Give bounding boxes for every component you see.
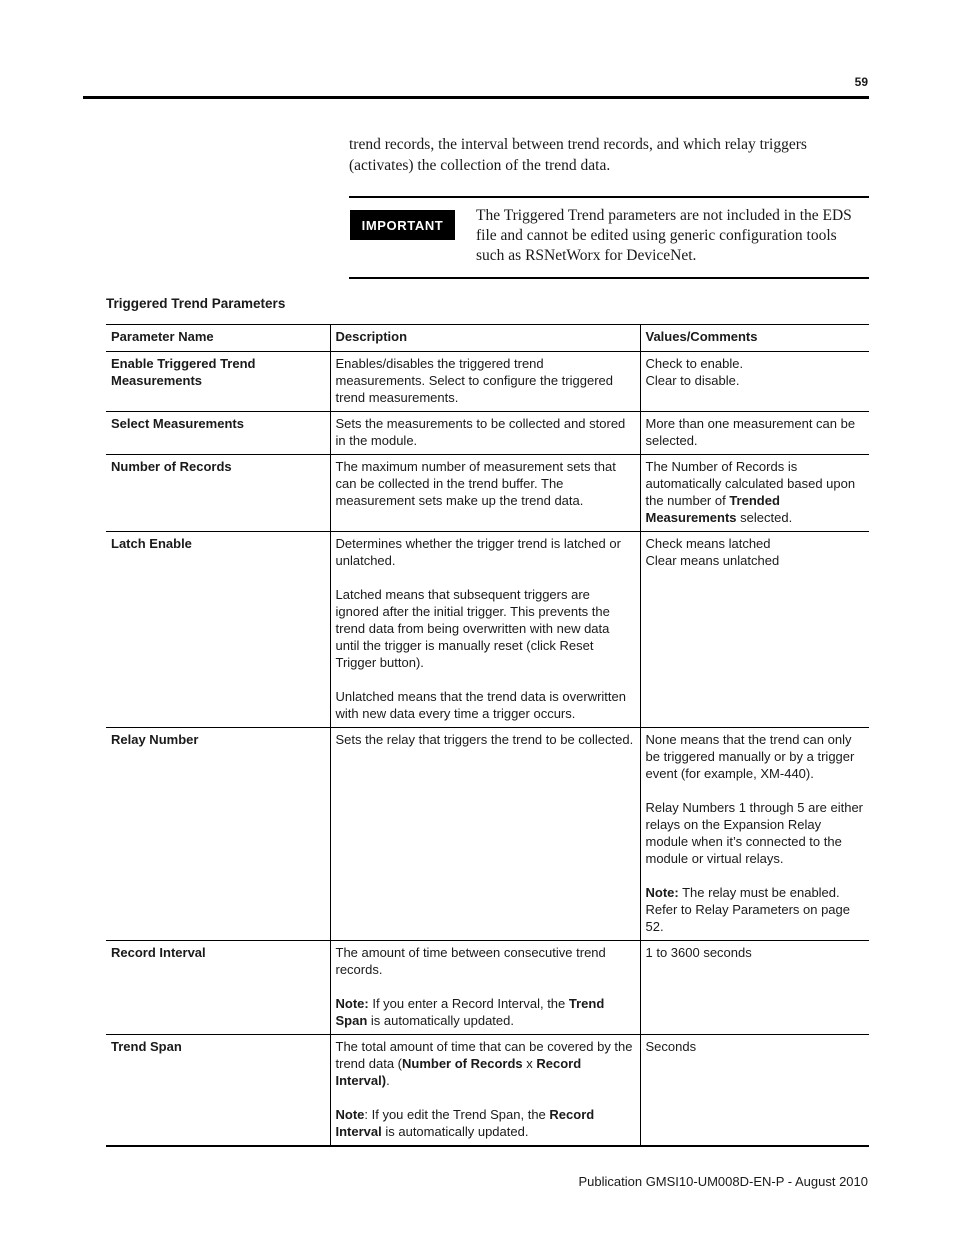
note-bold-term: Record Interval xyxy=(335,1107,595,1139)
parameter-values xyxy=(640,941,869,1035)
table-row xyxy=(106,941,869,1035)
note-text: If you enter a Record Interval, the xyxy=(368,996,569,1011)
parameter-description xyxy=(330,728,640,941)
values-text xyxy=(646,458,865,526)
header-parameter-name: Parameter Name xyxy=(111,329,214,344)
table-title: Triggered Trend Parameters xyxy=(106,296,286,311)
note-label: Note xyxy=(335,1107,365,1122)
parameter-name: Trend Span xyxy=(111,1039,182,1054)
table-row xyxy=(106,352,869,412)
values-text: Clear to disable. xyxy=(645,373,740,388)
publication-footer: Publication GMSI10-UM008D-EN-P - August 2010 xyxy=(578,1174,868,1189)
table-row xyxy=(106,728,869,941)
values-text: More than one measurement can be selected. xyxy=(645,416,856,448)
values-text-part: The Number of Records is automatically calculated based upon the number of xyxy=(645,459,856,508)
table-row xyxy=(106,532,869,728)
description-text: The maximum number of measurement sets that can be collected in the trend buffer. The measurement sets make up the trend data. xyxy=(335,459,616,508)
parameter-name: Select Measurements xyxy=(111,416,244,431)
values-text: Seconds xyxy=(645,1039,697,1054)
table-header-row xyxy=(106,325,869,352)
intro-paragraph: trend records, the interval between trend records, and which relay triggers (activates) the collection of the trend data. xyxy=(349,136,807,174)
description-note xyxy=(336,995,635,1029)
values-text: None means that the trend can only be triggered manually or by a trigger event (for example, XM-440). xyxy=(645,732,855,781)
description-text: Latched means that subsequent triggers are ignored after the initial trigger. This prevents the trend data from being overwritten with new data until the trigger is manually reset (click Reset Trigger button). xyxy=(335,587,610,670)
description-text: Enables/disables the triggered trend measurements. Select to configure the triggered trend measurements. xyxy=(335,356,613,405)
values-text: Clear means unlatched xyxy=(645,553,780,568)
description-text: Unlatched means that the trend data is overwritten with new data every time a trigger occurs. xyxy=(335,689,626,721)
parameter-description xyxy=(330,1035,640,1147)
values-text: Relay Numbers 1 through 5 are either relays on the Expansion Relay module when it’s connected to the module or virtual relays. xyxy=(645,800,864,866)
important-notice xyxy=(349,196,869,279)
table-row xyxy=(106,412,869,455)
parameter-name: Number of Records xyxy=(111,459,232,474)
note-text: is automatically updated. xyxy=(367,1013,514,1028)
note-text: : If you edit the Trend Span, the xyxy=(364,1107,550,1122)
parameter-name: Latch Enable xyxy=(111,536,192,551)
header-rule xyxy=(83,96,869,99)
table-row xyxy=(106,455,869,532)
parameter-values xyxy=(640,1035,869,1147)
parameter-values xyxy=(640,728,869,941)
important-label: IMPORTANT xyxy=(350,210,455,240)
description-text-part: x xyxy=(522,1056,537,1071)
description-text-part: . xyxy=(386,1073,390,1088)
note-text: is automatically updated. xyxy=(381,1124,529,1139)
note-text: The relay must be enabled. Refer to Relay Parameters on page 52. xyxy=(645,885,850,934)
values-bold-part: Trended Measurements xyxy=(645,493,780,525)
values-text-part: selected. xyxy=(736,510,793,525)
parameter-description xyxy=(330,352,640,412)
parameter-values xyxy=(640,352,869,412)
parameter-description xyxy=(330,532,640,728)
values-text: Check means latched xyxy=(645,536,771,551)
important-text: The Triggered Trend parameters are not included in the EDS file and cannot be edited using generic configuration tools such as RSNetWorx for DeviceNet. xyxy=(476,207,852,264)
description-text-part: The total amount of time that can be covered by the trend data ( xyxy=(335,1039,633,1071)
parameter-name: Enable Triggered Trend Measurements xyxy=(111,356,256,388)
table-row xyxy=(106,1035,869,1147)
note-label: Note: xyxy=(335,996,369,1011)
values-text: Check to enable. xyxy=(645,356,744,371)
parameter-values xyxy=(640,532,869,728)
description-text: The amount of time between consecutive trend records. xyxy=(335,945,606,977)
values-text: 1 to 3600 seconds xyxy=(645,945,752,960)
description-text: Sets the measurements to be collected and stored in the module. xyxy=(335,416,626,448)
description-text: Sets the relay that triggers the trend to be collected. xyxy=(335,732,634,747)
description-bold-term: Number of Records xyxy=(402,1056,523,1071)
parameters-table xyxy=(106,324,869,1147)
parameter-description xyxy=(330,941,640,1035)
description-text: Determines whether the trigger trend is latched or unlatched. xyxy=(335,536,621,568)
description-text xyxy=(336,1038,635,1089)
note-label: Note: xyxy=(645,885,679,900)
parameter-values xyxy=(640,455,869,532)
parameter-name: Record Interval xyxy=(111,945,206,960)
page-number: 59 xyxy=(854,75,868,89)
parameter-name: Relay Number xyxy=(111,732,199,747)
parameter-values xyxy=(640,412,869,455)
header-values-comments: Values/Comments xyxy=(640,325,869,352)
description-note xyxy=(336,1106,635,1140)
values-note xyxy=(646,884,865,935)
parameter-description xyxy=(330,412,640,455)
note-bold-term: Trend Span xyxy=(335,996,605,1028)
parameter-description xyxy=(330,455,640,532)
description-bold-term: Record Interval) xyxy=(335,1056,582,1088)
header-description: Description xyxy=(330,325,640,352)
